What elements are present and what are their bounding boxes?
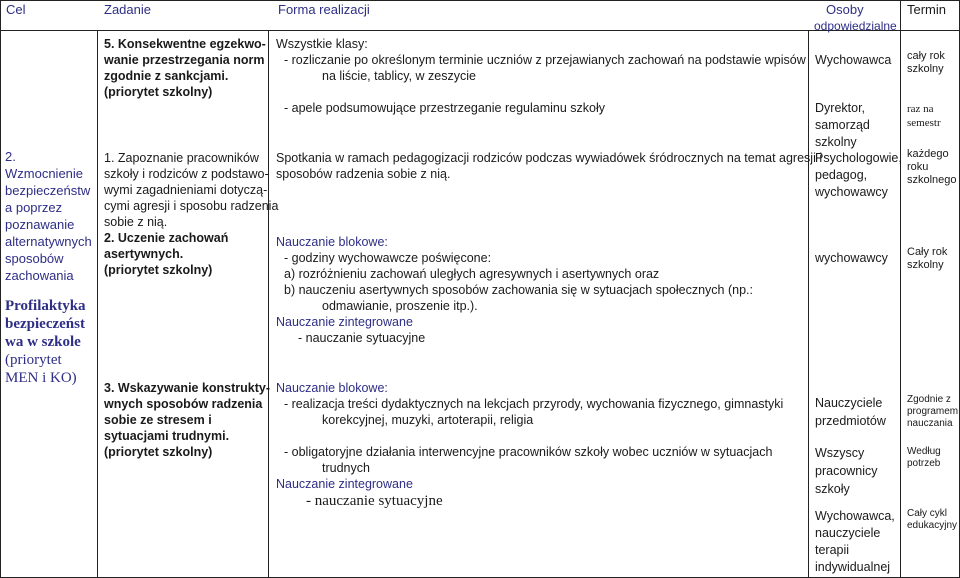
task-1-line: 1. Zapoznanie pracowników xyxy=(104,151,259,165)
termin-5-line: nauczania xyxy=(907,418,953,429)
forma-5-line-4: trudnych xyxy=(322,461,370,475)
termin-2 xyxy=(907,102,941,130)
termin-1-line: cały rok xyxy=(907,50,945,62)
task-2-line: asertywnych. xyxy=(104,247,184,261)
task-5-line: 5. Konsekwentne egzekwo- xyxy=(104,37,266,51)
goal-line: sposobów xyxy=(5,251,64,266)
osoby-2 xyxy=(815,100,870,151)
prof-line: (priorytet xyxy=(5,352,62,368)
termin-1 xyxy=(907,50,945,76)
forma-4-title-2: Nauczanie zintegrowane xyxy=(276,315,413,329)
termin-3-line: szkolnego xyxy=(907,174,957,186)
goal-line: zachowania xyxy=(5,268,74,283)
task-5-line: (priorytet szkolny) xyxy=(104,85,213,99)
osoby-4: wychowawcy xyxy=(815,251,888,265)
osoby-3-line: wychowawcy xyxy=(815,185,888,199)
task-3-line: (priorytet szkolny) xyxy=(104,445,213,459)
osoby-7 xyxy=(815,508,895,576)
osoby-6-line: Wszyscy xyxy=(815,446,865,460)
forma-1-line-1: - rozliczanie po określonym terminie uczniów z przejawianych zachowań na podstawie wpisów xyxy=(284,53,806,67)
task-3-line: wnych sposobów radzenia xyxy=(104,397,263,411)
col-border-0 xyxy=(0,0,1,578)
forma-1-line-2: na liście, tablicy, w zeszycie xyxy=(322,69,476,83)
osoby-5-line: Nauczyciele xyxy=(815,396,883,410)
header-forma: Forma realizacji xyxy=(278,2,370,17)
task-5-line: wanie przestrzegania norm xyxy=(104,53,265,67)
termin-4-line: Cały rok xyxy=(907,246,948,258)
col-border-2 xyxy=(268,30,269,578)
col-border-1 xyxy=(97,30,98,578)
task-1-line: szkoły i rodziców z podstawo- xyxy=(104,167,269,181)
osoby-6 xyxy=(815,444,878,498)
forma-4-line-5: - nauczanie sytuacyjne xyxy=(298,331,426,345)
osoby-7-line: nauczyciele xyxy=(815,526,881,540)
forma-4-line-3: b) nauczeniu asertywnych sposobów zachowania się w sytuacjach społecznych (np.: xyxy=(284,283,753,297)
prof-line: Profilaktyka xyxy=(5,298,86,314)
forma-5-title-2: Nauczanie zintegrowane xyxy=(276,477,413,491)
task-1-line: wymi zagadnieniami dotyczą- xyxy=(104,183,268,197)
task-1-line: sobie z nią. xyxy=(104,215,168,229)
prof-line: bezpieczeńst xyxy=(5,316,85,332)
termin-3-line: roku xyxy=(907,161,929,173)
task-1-2 xyxy=(104,150,278,278)
osoby-3 xyxy=(815,150,902,201)
forma-4-line-4: odmawianie, proszenie itp.). xyxy=(322,299,478,313)
header-osoby-1: Osoby xyxy=(826,2,864,17)
osoby-7-line: terapii xyxy=(815,543,850,557)
osoby-7-line: indywidualnej xyxy=(815,560,891,574)
task-5-line: zgodnie z sankcjami. xyxy=(104,69,229,83)
goal-line: alternatywnych xyxy=(5,234,92,249)
goal-line: poznawanie xyxy=(5,217,75,232)
osoby-1: Wychowawca xyxy=(815,53,892,67)
osoby-6-line: pracownicy xyxy=(815,464,878,478)
forma-4-title: Nauczanie blokowe: xyxy=(276,235,388,249)
forma-1-title: Wszystkie klasy: xyxy=(276,37,368,51)
header-osoby-2: odpowiedzialne xyxy=(814,19,897,33)
task-3-line: 3. Wskazywanie konstrukty- xyxy=(104,381,271,395)
forma-5-line-1: - realizacja treści dydaktycznych na lekcjach przyrody, wychowania fizycznego, gimnastyki xyxy=(284,397,784,411)
termin-2-line: semestr xyxy=(907,117,941,129)
termin-7-line: edukacyjny xyxy=(907,520,958,531)
task-3-line: sobie ze stresem i xyxy=(104,413,212,427)
termin-4 xyxy=(907,246,947,272)
goal-line: Wzmocnienie xyxy=(5,166,84,181)
goal-line: bezpieczeństw xyxy=(5,183,91,198)
forma-4-line-1: - godziny wychowawcze poświęcone: xyxy=(284,251,492,265)
termin-2-line: raz na xyxy=(907,103,934,115)
forma-2: - apele podsumowujące przestrzeganie regulaminu szkoły xyxy=(284,101,606,115)
termin-5-line: programem xyxy=(907,406,959,417)
termin-6-line: Według xyxy=(907,446,941,457)
forma-5-line-2: korekcyjnej, muzyki, artoterapii, religia xyxy=(322,413,534,427)
forma-5-title: Nauczanie blokowe: xyxy=(276,381,388,395)
termin-3 xyxy=(907,148,957,187)
osoby-5-line: przedmiotów xyxy=(815,414,886,428)
osoby-3-line: Psychologowie, xyxy=(815,151,902,165)
task-1-line: cymi agresji i sposobu radzenia xyxy=(104,199,279,213)
forma-3-line-2: sposobów radzenia sobie z nią. xyxy=(276,167,451,181)
termin-7-line: Cały cykl xyxy=(907,508,948,519)
termin-4-line: szkolny xyxy=(907,259,944,271)
prof-line: MEN i KO) xyxy=(5,370,77,386)
osoby-3-line: pedagog, xyxy=(815,168,868,182)
osoby-6-line: szkoły xyxy=(815,482,850,496)
forma-3-line-1: Spotkania w ramach pedagogizacji rodziców podczas wywiadówek śródrocznych na temat agresji i xyxy=(276,151,823,165)
termin-1-line: szkolny xyxy=(907,63,944,75)
osoby-2-line: samorząd xyxy=(815,118,870,132)
osoby-7-line: Wychowawca, xyxy=(815,509,895,523)
col-border-3 xyxy=(808,30,809,578)
termin-7 xyxy=(907,508,957,532)
prof-line: wa w szkole xyxy=(5,334,81,350)
header-cel: Cel xyxy=(6,2,26,17)
forma-5-line-5: - nauczanie sytuacyjne xyxy=(306,493,443,509)
top-border xyxy=(0,0,960,1)
goal-line: a poprzez xyxy=(5,200,63,215)
goal-cell xyxy=(5,148,92,387)
termin-6 xyxy=(907,446,941,470)
forma-5-line-3: - obligatoryjne działania interwencyjne pracowników szkoły wobec uczniów w sytuacjach xyxy=(284,445,773,459)
col-border-4 xyxy=(900,0,901,578)
header-zadanie: Zadanie xyxy=(104,2,151,17)
osoby-5 xyxy=(815,394,886,430)
forma-4-line-2: a) rozróżnieniu zachowań uległych agresywnych i asertywnych oraz xyxy=(284,267,660,281)
osoby-2-line: Dyrektor, xyxy=(815,101,866,115)
termin-6-line: potrzeb xyxy=(907,458,941,469)
task-5 xyxy=(104,36,266,100)
termin-5-line: Zgodnie z xyxy=(907,394,951,405)
termin-3-line: każdego xyxy=(907,148,949,160)
osoby-2-line: szkolny xyxy=(815,135,857,149)
termin-5 xyxy=(907,394,958,430)
goal-line: 2. xyxy=(5,149,16,164)
task-3 xyxy=(104,380,270,460)
header-termin: Termin xyxy=(907,2,947,17)
task-2-line: (priorytet szkolny) xyxy=(104,263,213,277)
task-3-line: sytuacjami trudnymi. xyxy=(104,429,230,443)
task-2-line: 2. Uczenie zachowań xyxy=(104,231,229,245)
